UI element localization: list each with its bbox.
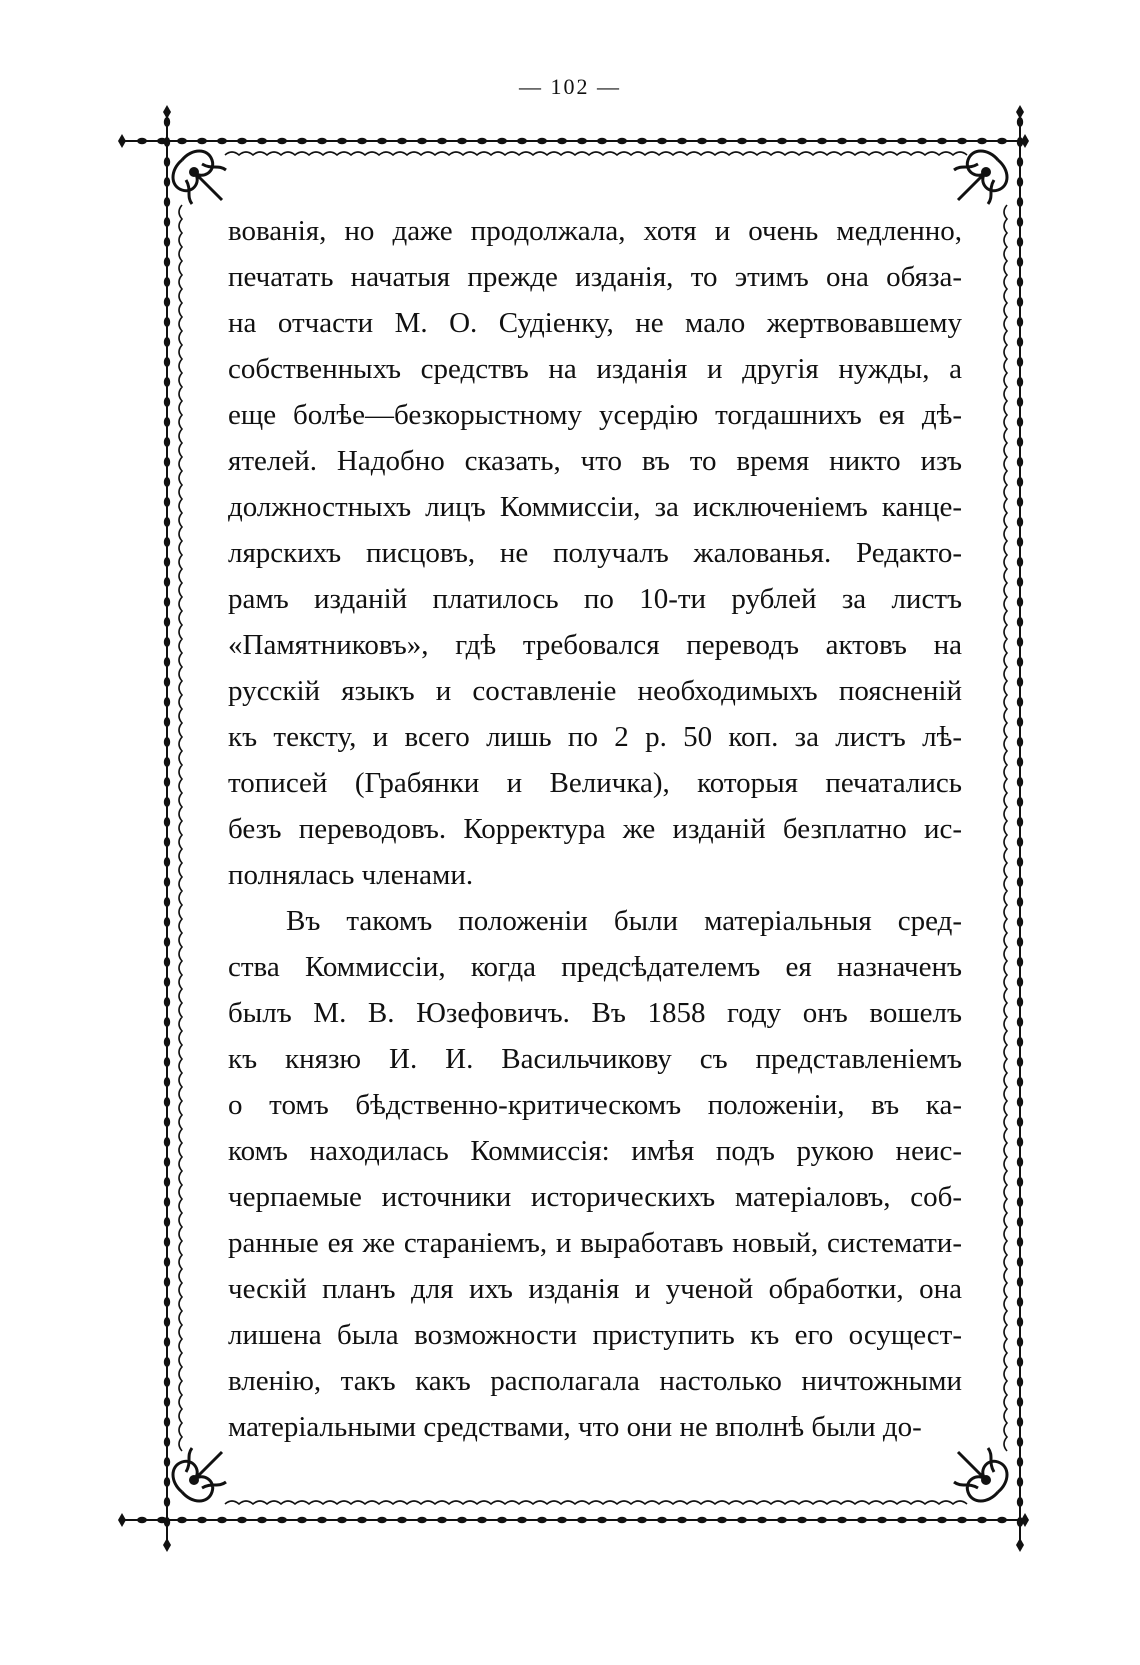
text-line: былъ М. В. Юзефовичъ. Въ 1858 году онъ вошелъ bbox=[228, 997, 962, 1029]
chain-bead bbox=[397, 138, 407, 144]
chain-bead bbox=[417, 1517, 427, 1523]
chain-bead bbox=[1017, 277, 1023, 287]
chain-bead bbox=[417, 138, 427, 144]
text-line: о томъ бѣдственно-критическомъ положеніи, въ ка- bbox=[228, 1089, 962, 1121]
chain-bead bbox=[1017, 717, 1023, 727]
chain-bead bbox=[164, 557, 170, 567]
chain-bead bbox=[697, 1517, 707, 1523]
chain-bead bbox=[597, 138, 607, 144]
chain-bead bbox=[917, 138, 927, 144]
chain-bead bbox=[917, 1517, 927, 1523]
chain-bead bbox=[1017, 317, 1023, 327]
chain-bead bbox=[1017, 1137, 1023, 1147]
chain-bead bbox=[1017, 897, 1023, 907]
chain-bead bbox=[797, 1517, 807, 1523]
chain-bead bbox=[257, 138, 267, 144]
chain-bead bbox=[437, 138, 447, 144]
chain-bead bbox=[164, 817, 170, 827]
chain-bead bbox=[1017, 617, 1023, 627]
text-line: собственныхъ средствъ на изданія и другія нужды, а bbox=[228, 353, 962, 385]
chain-bead bbox=[1017, 1437, 1023, 1447]
chain-bead bbox=[164, 897, 170, 907]
chain-bead bbox=[164, 697, 170, 707]
text-line: на отчасти М. О. Судіенку, не мало жертвовавшему bbox=[228, 307, 962, 339]
chain-bead bbox=[164, 1317, 170, 1327]
chain-bead bbox=[164, 157, 170, 167]
chain-bead bbox=[164, 1257, 170, 1267]
chain-bead bbox=[857, 138, 867, 144]
text-line: «Памятниковъ», гдѣ требовался переводъ актовъ на bbox=[228, 629, 962, 661]
chain-bead bbox=[164, 1177, 170, 1187]
chain-bead bbox=[1017, 237, 1023, 247]
chain-bead bbox=[777, 1517, 787, 1523]
chain-bead bbox=[1017, 777, 1023, 787]
chain-end-diamond bbox=[1021, 134, 1029, 148]
chain-bead bbox=[164, 357, 170, 367]
chain-bead bbox=[164, 297, 170, 307]
text-line: матеріальными средствами, что они не вполнѣ были до- bbox=[228, 1411, 922, 1443]
chain-bead bbox=[164, 237, 170, 247]
chain-bead bbox=[517, 138, 527, 144]
chain-bead bbox=[297, 138, 307, 144]
text-line: лишена была возможности приступить къ его осущест- bbox=[228, 1319, 962, 1351]
chain-bead bbox=[1017, 597, 1023, 607]
chain-bead bbox=[164, 1457, 170, 1467]
chain-bead bbox=[477, 1517, 487, 1523]
chain-bead bbox=[1017, 217, 1023, 227]
chain-bead bbox=[657, 1517, 667, 1523]
chain-bead bbox=[1017, 1457, 1023, 1467]
chain-bead bbox=[164, 257, 170, 267]
chain-bead bbox=[1017, 437, 1023, 447]
chain-bead bbox=[164, 1137, 170, 1147]
chain-bead bbox=[557, 138, 567, 144]
chain-bead bbox=[457, 138, 467, 144]
chain-bead bbox=[164, 857, 170, 867]
chain-bead bbox=[237, 1517, 247, 1523]
chain-bead bbox=[1017, 817, 1023, 827]
chain-bead bbox=[957, 1517, 967, 1523]
chain-bead bbox=[217, 1517, 227, 1523]
chain-bead bbox=[1017, 837, 1023, 847]
chain-bead bbox=[1017, 1257, 1023, 1267]
chain-bead bbox=[1017, 1297, 1023, 1307]
chain-bead bbox=[997, 138, 1007, 144]
chain-bead bbox=[617, 138, 627, 144]
chain-bead bbox=[837, 1517, 847, 1523]
chain-bead bbox=[537, 138, 547, 144]
chain-bead bbox=[1017, 197, 1023, 207]
chain-bead bbox=[777, 138, 787, 144]
chain-bead bbox=[337, 138, 347, 144]
chain-bead bbox=[1017, 997, 1023, 1007]
chain-bead bbox=[137, 1517, 147, 1523]
chain-bead bbox=[164, 1337, 170, 1347]
chain-bead bbox=[164, 197, 170, 207]
chain-bead bbox=[164, 337, 170, 347]
chain-bead bbox=[164, 1377, 170, 1387]
chain-bead bbox=[257, 1517, 267, 1523]
chain-bead bbox=[164, 217, 170, 227]
chain-bead bbox=[1017, 697, 1023, 707]
chain-bead bbox=[1017, 857, 1023, 867]
chain-bead bbox=[137, 138, 147, 144]
chain-bead bbox=[1017, 1117, 1023, 1127]
chain-bead bbox=[164, 977, 170, 987]
chain-bead bbox=[164, 997, 170, 1007]
text-line: тописей (Грабянки и Величка), которыя печатались bbox=[228, 767, 962, 799]
chain-bead bbox=[164, 417, 170, 427]
chain-end-diamond bbox=[118, 134, 126, 148]
chain-bead bbox=[1017, 337, 1023, 347]
text-line: ства Коммиссіи, когда предсѣдателемъ ея назначенъ bbox=[228, 951, 962, 983]
chain-bead bbox=[757, 138, 767, 144]
chain-bead bbox=[577, 1517, 587, 1523]
chain-bead bbox=[497, 1517, 507, 1523]
chain-bead bbox=[737, 138, 747, 144]
chain-bead bbox=[457, 1517, 467, 1523]
body-text bbox=[228, 208, 962, 1450]
text-line: вленію, такъ какъ располагала настолько ничтожными bbox=[228, 1365, 962, 1397]
text-line: должностныхъ лицъ Коммиссіи, за исключеніемъ канце- bbox=[228, 491, 962, 523]
chain-bead bbox=[164, 377, 170, 387]
chain-bead bbox=[164, 1057, 170, 1067]
chain-bead bbox=[1017, 1237, 1023, 1247]
chain-bead bbox=[1017, 1377, 1023, 1387]
chain-bead bbox=[164, 277, 170, 287]
text-line: ческій планъ для ихъ изданія и ученой обработки, она bbox=[228, 1273, 962, 1305]
chain-bead bbox=[577, 138, 587, 144]
chain-bead bbox=[357, 138, 367, 144]
chain-bead bbox=[164, 1297, 170, 1307]
chain-end-diamond bbox=[118, 1513, 126, 1527]
chain-bead bbox=[164, 1077, 170, 1087]
chain-bead bbox=[164, 597, 170, 607]
chain-bead bbox=[817, 1517, 827, 1523]
chain-bead bbox=[657, 138, 667, 144]
chain-bead bbox=[1017, 157, 1023, 167]
chain-bead bbox=[164, 1397, 170, 1407]
chain-bead bbox=[1017, 537, 1023, 547]
text-line: къ тексту, и всего лишь по 2 р. 50 коп. за листъ лѣ- bbox=[228, 721, 962, 753]
chain-end-diamond bbox=[1016, 1538, 1024, 1552]
chain-bead bbox=[1017, 297, 1023, 307]
chain-bead bbox=[717, 138, 727, 144]
chain-bead bbox=[277, 1517, 287, 1523]
text-line: къ князю И. И. Васильчикову съ представленіемъ bbox=[228, 1043, 962, 1075]
chain-bead bbox=[737, 1517, 747, 1523]
chain-bead bbox=[164, 437, 170, 447]
chain-bead bbox=[637, 1517, 647, 1523]
chain-end-diamond bbox=[1016, 105, 1024, 119]
chain-bead bbox=[1017, 677, 1023, 687]
chain-bead bbox=[1017, 177, 1023, 187]
chain-bead bbox=[1017, 957, 1023, 967]
chain-bead bbox=[297, 1517, 307, 1523]
chain-bead bbox=[164, 1417, 170, 1427]
chain-bead bbox=[537, 1517, 547, 1523]
ornamental-corner-top-left-icon bbox=[173, 151, 226, 204]
text-line: черпаемые источники историческихъ матеріаловъ, соб- bbox=[228, 1181, 962, 1213]
chain-bead bbox=[1017, 357, 1023, 367]
chain-bead bbox=[1017, 1417, 1023, 1427]
chain-bead bbox=[1017, 1477, 1023, 1487]
chain-bead bbox=[1017, 937, 1023, 947]
chain-bead bbox=[164, 397, 170, 407]
chain-bead bbox=[164, 457, 170, 467]
chain-bead bbox=[1017, 977, 1023, 987]
chain-end-diamond bbox=[163, 1538, 171, 1552]
chain-bead bbox=[717, 1517, 727, 1523]
chain-bead bbox=[1017, 577, 1023, 587]
chain-bead bbox=[164, 517, 170, 527]
chain-bead bbox=[897, 1517, 907, 1523]
chain-bead bbox=[1017, 917, 1023, 927]
chain-bead bbox=[317, 1517, 327, 1523]
chain-bead bbox=[164, 797, 170, 807]
chain-bead bbox=[197, 138, 207, 144]
chain-bead bbox=[377, 1517, 387, 1523]
text-line: ятелей. Надобно сказать, что въ то время никто изъ bbox=[228, 445, 962, 477]
chain-bead bbox=[164, 837, 170, 847]
chain-bead bbox=[1017, 737, 1023, 747]
page-number: — 102 — bbox=[519, 74, 621, 99]
chain-bead bbox=[164, 877, 170, 887]
chain-bead bbox=[1017, 377, 1023, 387]
text-line: вованія, но даже продолжала, хотя и очень медленно, bbox=[228, 215, 962, 247]
chain-bead bbox=[1017, 257, 1023, 267]
chain-bead bbox=[757, 1517, 767, 1523]
chain-bead bbox=[164, 1517, 170, 1527]
chain-bead bbox=[1017, 517, 1023, 527]
text-line: комъ находилась Коммиссія: имѣя подъ рукою неис- bbox=[228, 1135, 962, 1167]
chain-bead bbox=[1017, 1017, 1023, 1027]
chain-bead bbox=[377, 138, 387, 144]
chain-bead bbox=[164, 937, 170, 947]
chain-bead bbox=[164, 1497, 170, 1507]
chain-bead bbox=[1017, 477, 1023, 487]
chain-bead bbox=[164, 777, 170, 787]
chain-bead bbox=[164, 1217, 170, 1227]
chain-bead bbox=[1017, 877, 1023, 887]
text-line: еще болѣе—безкорыстному усердію тогдашнихъ ея дѣ- bbox=[228, 399, 962, 431]
chain-bead bbox=[1017, 457, 1023, 467]
chain-bead bbox=[164, 1437, 170, 1447]
chain-bead bbox=[1017, 1157, 1023, 1167]
chain-bead bbox=[164, 957, 170, 967]
text-line: полнялась членами. bbox=[228, 859, 474, 891]
chain-bead bbox=[797, 138, 807, 144]
chain-bead bbox=[164, 317, 170, 327]
chain-bead bbox=[177, 138, 187, 144]
chain-bead bbox=[164, 737, 170, 747]
chain-bead bbox=[164, 1477, 170, 1487]
chain-bead bbox=[557, 1517, 567, 1523]
chain-bead bbox=[677, 1517, 687, 1523]
chain-bead bbox=[1017, 1037, 1023, 1047]
chain-bead bbox=[1017, 1057, 1023, 1067]
chain-bead bbox=[164, 477, 170, 487]
chain-bead bbox=[1017, 1397, 1023, 1407]
chain-bead bbox=[697, 138, 707, 144]
chain-bead bbox=[1017, 1317, 1023, 1327]
chain-bead bbox=[164, 637, 170, 647]
chain-bead bbox=[164, 1237, 170, 1247]
chain-bead bbox=[164, 1357, 170, 1367]
text-line: печатать начатыя прежде изданія, то этимъ она обяза- bbox=[228, 261, 962, 293]
chain-bead bbox=[1017, 1357, 1023, 1367]
chain-bead bbox=[164, 1197, 170, 1207]
chain-bead bbox=[617, 1517, 627, 1523]
chain-bead bbox=[637, 138, 647, 144]
chain-bead bbox=[1017, 657, 1023, 667]
ornamental-corner-bottom-left-icon bbox=[173, 1448, 226, 1501]
text-line: безъ переводовъ. Корректура же изданій безплатно ис- bbox=[228, 813, 962, 845]
chain-bead bbox=[164, 617, 170, 627]
chain-bead bbox=[164, 537, 170, 547]
chain-bead bbox=[497, 138, 507, 144]
chain-bead bbox=[277, 138, 287, 144]
chain-bead bbox=[677, 138, 687, 144]
chain-bead bbox=[1017, 797, 1023, 807]
chain-bead bbox=[164, 1157, 170, 1167]
chain-bead bbox=[437, 1517, 447, 1523]
chain-bead bbox=[857, 1517, 867, 1523]
chain-bead bbox=[597, 1517, 607, 1523]
chain-bead bbox=[164, 1097, 170, 1107]
text-line: русскій языкъ и составленіе необходимыхъ поясненій bbox=[228, 675, 962, 707]
chain-bead bbox=[817, 138, 827, 144]
chain-bead bbox=[1017, 1277, 1023, 1287]
chain-bead bbox=[164, 917, 170, 927]
chain-bead bbox=[1017, 417, 1023, 427]
chain-bead bbox=[897, 138, 907, 144]
chain-bead bbox=[957, 138, 967, 144]
chain-bead bbox=[1017, 557, 1023, 567]
chain-bead bbox=[1017, 1097, 1023, 1107]
chain-bead bbox=[164, 757, 170, 767]
chain-bead bbox=[177, 1517, 187, 1523]
chain-bead bbox=[164, 677, 170, 687]
chain-bead bbox=[1017, 497, 1023, 507]
chain-bead bbox=[164, 1117, 170, 1127]
chain-bead bbox=[317, 138, 327, 144]
chain-bead bbox=[997, 1517, 1007, 1523]
text-line: Въ такомъ положеніи были матеріальныя сред- bbox=[286, 905, 962, 937]
chain-bead bbox=[164, 1277, 170, 1287]
text-line: ранные ея же стараніемъ, и выработавъ новый, системати- bbox=[228, 1227, 962, 1259]
chain-bead bbox=[937, 1517, 947, 1523]
text-line: рамъ изданій платилось по 10-ти рублей за листъ bbox=[228, 583, 962, 615]
chain-bead bbox=[1017, 1217, 1023, 1227]
chain-bead bbox=[164, 577, 170, 587]
chain-bead bbox=[164, 657, 170, 667]
chain-bead bbox=[237, 138, 247, 144]
chain-bead bbox=[164, 1037, 170, 1047]
ornamental-corner-top-right-icon bbox=[954, 151, 1007, 204]
chain-bead bbox=[1017, 1197, 1023, 1207]
chain-bead bbox=[517, 1517, 527, 1523]
chain-bead bbox=[217, 138, 227, 144]
chain-bead bbox=[164, 497, 170, 507]
chain-bead bbox=[1017, 757, 1023, 767]
chain-bead bbox=[977, 138, 987, 144]
ornamental-corner-bottom-right-icon bbox=[954, 1448, 1007, 1501]
chain-bead bbox=[1017, 1077, 1023, 1087]
chain-bead bbox=[164, 137, 170, 147]
chain-bead bbox=[877, 138, 887, 144]
chain-bead bbox=[977, 1517, 987, 1523]
chain-bead bbox=[357, 1517, 367, 1523]
chain-bead bbox=[1017, 1497, 1023, 1507]
chain-bead bbox=[1017, 637, 1023, 647]
text-line: лярскихъ писцовъ, не получалъ жалованья. Редакто- bbox=[228, 537, 962, 569]
chain-bead bbox=[164, 717, 170, 727]
chain-end-diamond bbox=[163, 105, 171, 119]
chain-bead bbox=[877, 1517, 887, 1523]
chain-bead bbox=[397, 1517, 407, 1523]
chain-bead bbox=[164, 1017, 170, 1027]
chain-bead bbox=[1017, 397, 1023, 407]
chain-bead bbox=[197, 1517, 207, 1523]
chain-bead bbox=[337, 1517, 347, 1523]
chain-bead bbox=[477, 138, 487, 144]
chain-bead bbox=[837, 138, 847, 144]
chain-bead bbox=[1017, 1337, 1023, 1347]
chain-bead bbox=[164, 177, 170, 187]
chain-bead bbox=[1017, 1177, 1023, 1187]
chain-bead bbox=[937, 138, 947, 144]
